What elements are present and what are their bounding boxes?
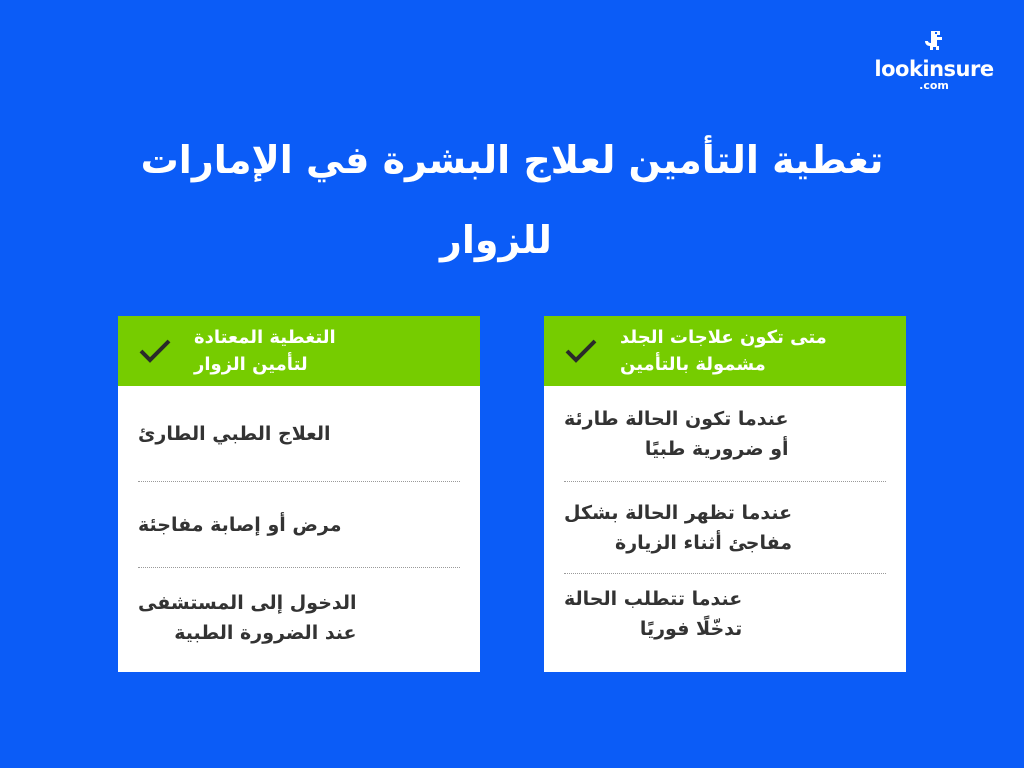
list-item-text: مرض أو إصابة مفاجئة — [138, 513, 342, 536]
dinosaur-icon — [923, 30, 945, 52]
list-item — [138, 482, 460, 568]
checkmark-icon — [138, 337, 172, 365]
list-item — [564, 386, 886, 482]
title-line-1: تغطية التأمين لعلاج البشرة في الإمارات — [140, 138, 884, 182]
card-header-line: التغطية المعتادة — [194, 327, 336, 348]
checkmark-icon — [564, 337, 598, 365]
list-item — [564, 574, 886, 654]
card-header-line: لتأمين الزوار — [194, 354, 308, 375]
logo-suffix: .com — [919, 79, 949, 92]
logo-wordmark: lookinsure — [874, 57, 994, 81]
title-line-2: للزوار — [440, 218, 552, 262]
list-item-text: عند الضرورة الطبية — [174, 622, 357, 644]
page-title — [0, 130, 1024, 262]
skin-treatment-coverage-card — [544, 316, 906, 672]
list-item-text: مفاجئ أثناء الزيارة — [615, 531, 793, 554]
list-item-text: الدخول إلى المستشفى — [138, 592, 357, 614]
list-item-text: العلاج الطبي الطارئ — [138, 422, 331, 445]
list-item — [138, 386, 460, 482]
list-item-text: عندما تكون الحالة طارئة — [564, 407, 789, 430]
list-item — [138, 568, 460, 668]
lookinsure-logo[interactable] — [874, 30, 994, 91]
typical-coverage-card — [118, 316, 480, 672]
list-item-text: أو ضرورية طبيًا — [644, 437, 789, 460]
card-header-line: متى تكون علاجات الجلد — [620, 327, 827, 348]
list-item — [564, 482, 886, 574]
card-header-line: مشمولة بالتأمين — [620, 354, 766, 375]
list-item-text: عندما تظهر الحالة بشكل — [564, 501, 793, 524]
list-item-text: تدخّلًا فوريًا — [639, 618, 743, 640]
card-header — [118, 316, 480, 386]
card-header — [544, 316, 906, 386]
list-item-text: عندما تتطلب الحالة — [564, 588, 743, 610]
